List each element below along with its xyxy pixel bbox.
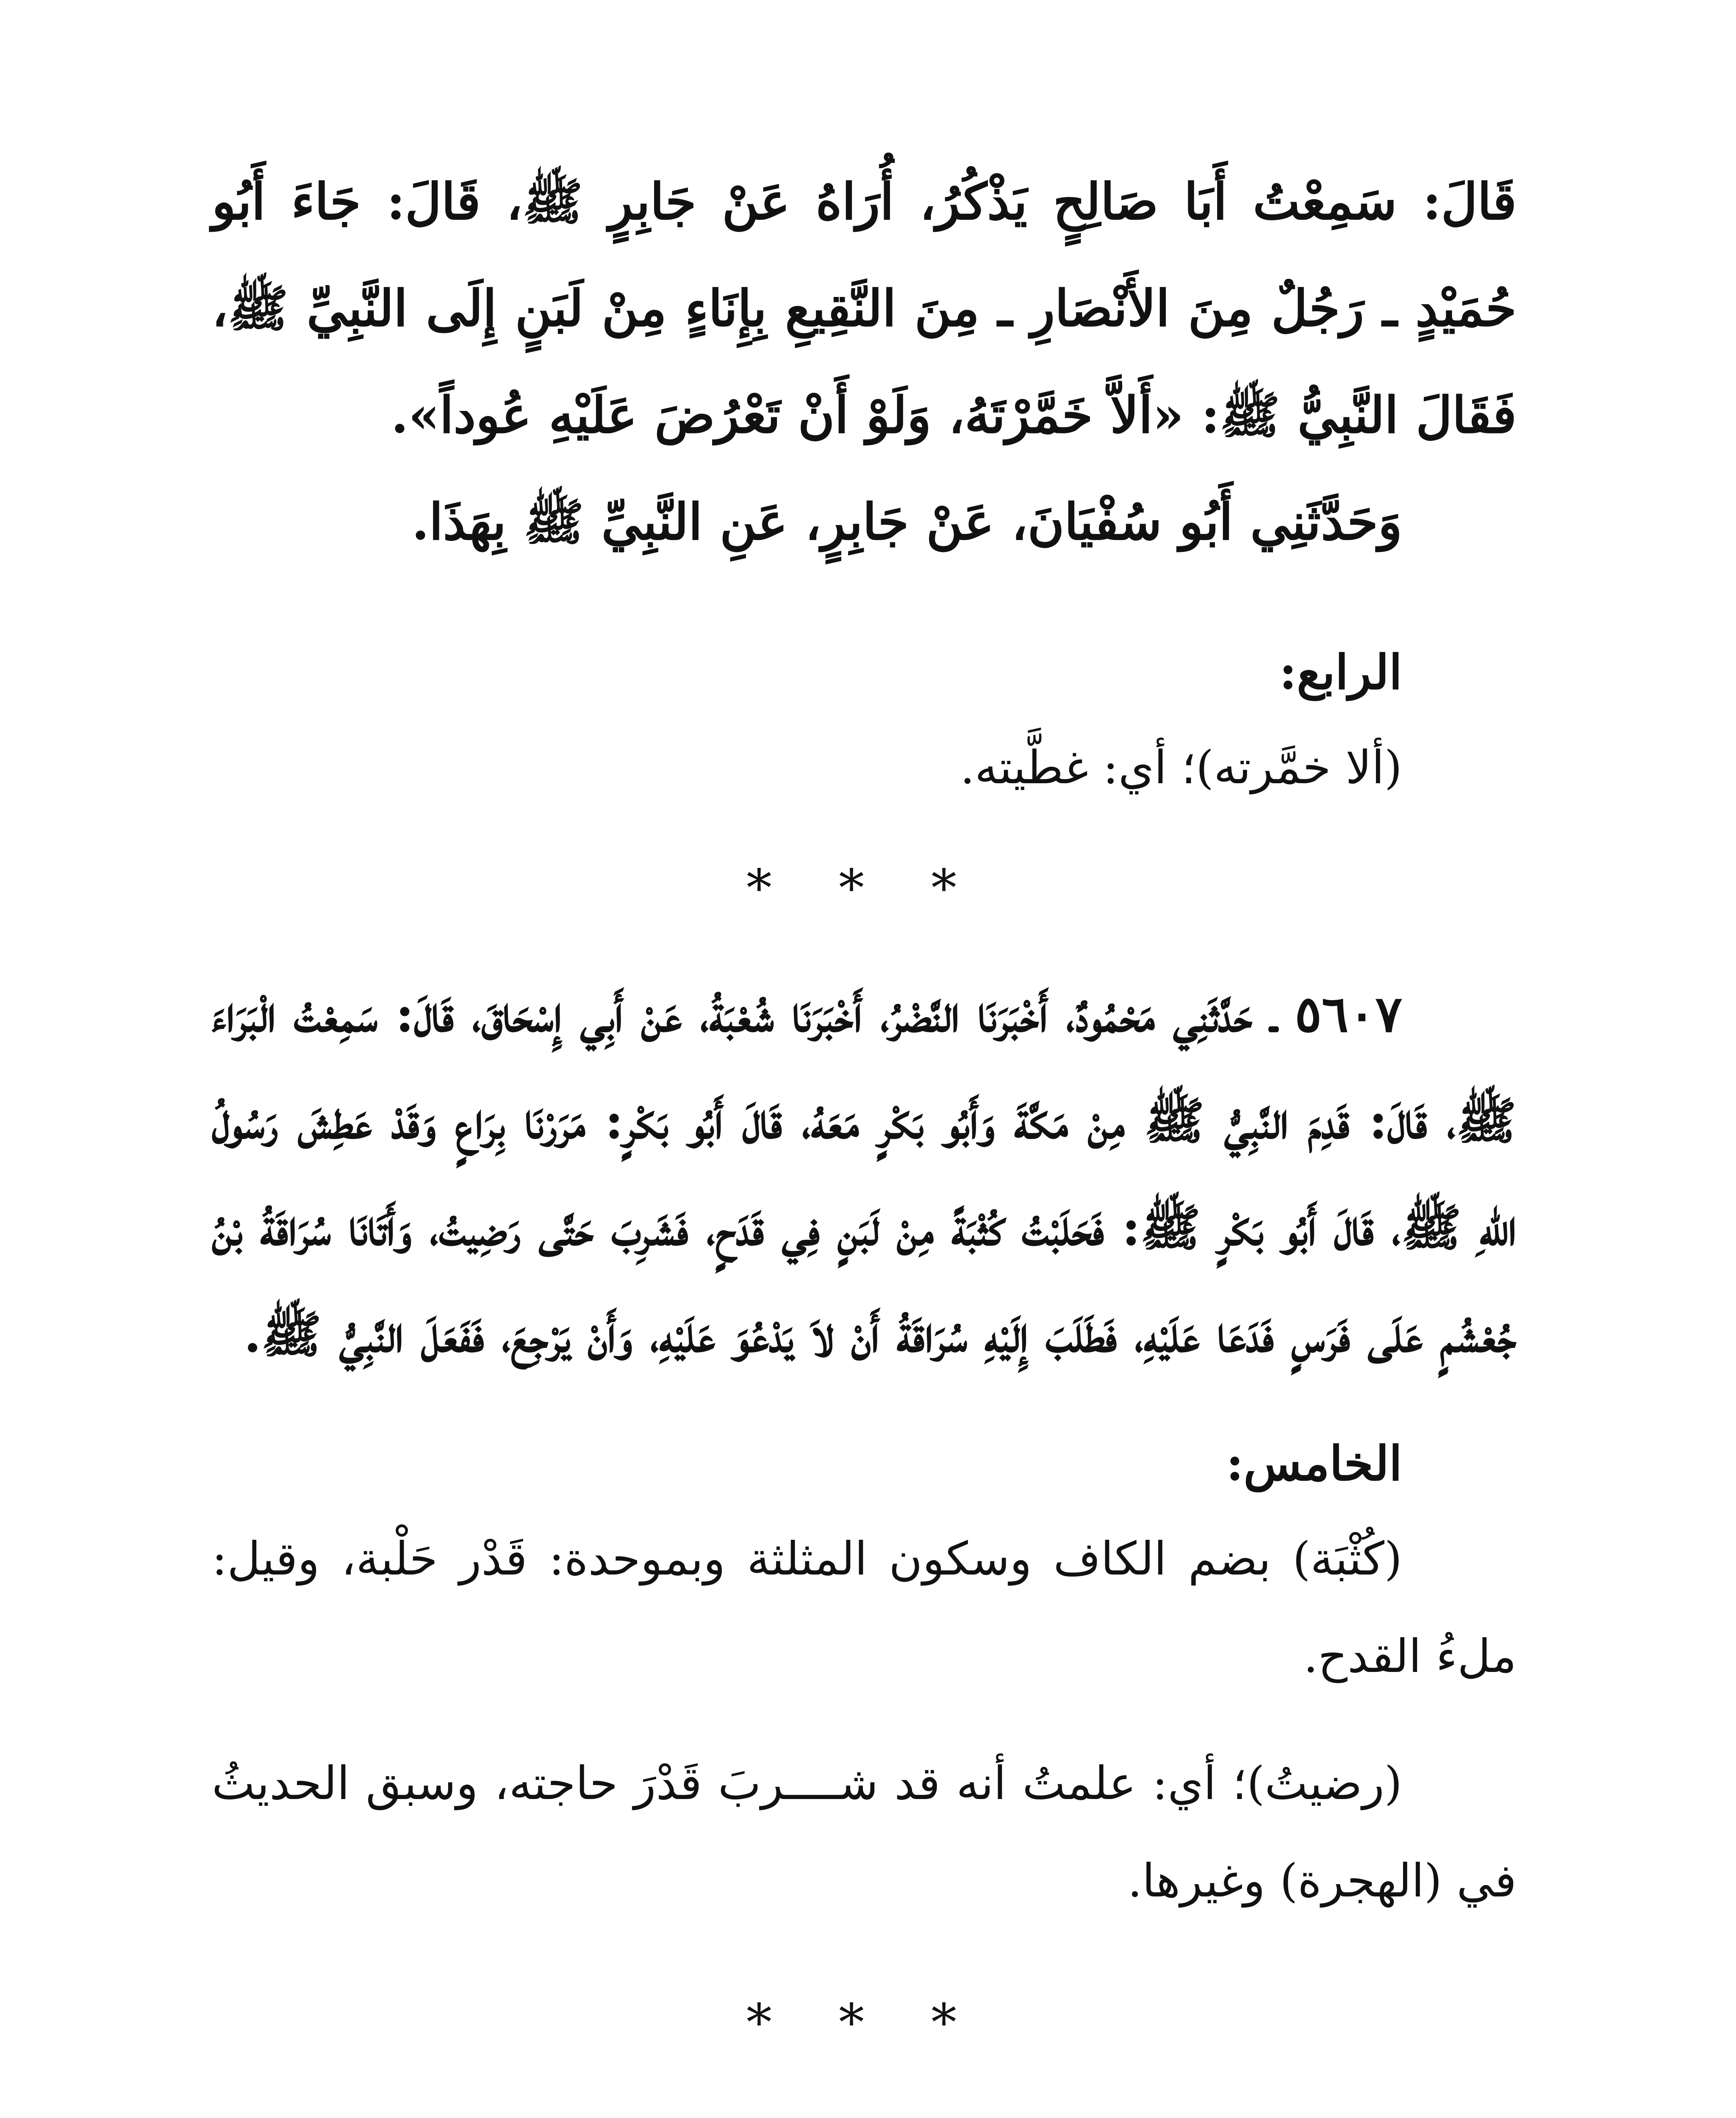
spacer [212, 575, 1517, 626]
hadith-5607-text: ٥٦٠٧ ـ حَدَّثَنِي مَحْمُودٌ، أَخْبَرَنَا النَّضْرُ، أَخْبَرَنَا شُعْبَةُ، عَنْ أَبِي إِسْحَاقَ، قَالَ: سَمِعْتُ الْبَرَاءَ ﷺ، قَالَ: قَدِمَ النَّبِيُّ ﷺ مِنْ مَكَّةَ وَأَبُو بَكْرٍ مَعَهُ، قَالَ أَبُو بَكْرٍ: مَرَرْنَا بِرَاعٍ وَقَدْ عَطِشَ رَسُولُ اللهِ ﷺ، قَالَ أَبُو بَكْرٍ ﷺ: فَحَلَبْتُ كُثْبَةً مِنْ لَبَنٍ فِي قَدَحٍ، فَشَرِبَ حَتَّى رَضِيتُ، وَأَتَانَا سُرَاقَةُ بْنُ جُعْشُمٍ عَلَى فَرَسٍ فَدَعَا عَلَيْهِ، فَطَلَبَ إِلَيْهِ سُرَاقَةُ أَنْ لاَ يَدْعُوَ عَلَيْهِ، وَأَنْ يَرْجِعَ، فَفَعَلَ النَّبِيُّ ﷺ. [212, 984, 1517, 1364]
commentary-5-note-2: (رضيتُ)؛ أي: علمتُ أنه قد شــــربَ قَدْرَ حاجته، وسبق الحديثُ في (الهجرة) وغيرها. [212, 1757, 1517, 1907]
commentary-4-note: (ألا خمَّرته)؛ أي: غطَّيته. [960, 741, 1402, 794]
hadith-5606-chain: وَحَدَّثَنِي أَبُو سُفْيَانَ، عَنْ جَابِرٍ، عَنِ النَّبِيِّ ﷺ بِهَذَا. [411, 492, 1402, 551]
commentary-5-label: الخامس: [1226, 1436, 1402, 1491]
spacer [212, 1705, 1517, 1735]
commentary-5-note-1: (كُثْبَة) بضم الكاف وسكون المثلثة وبموحدة: قَدْر حَلْبة، وقيل: ملءُ القدح. [212, 1533, 1517, 1683]
hadith-5606-text: قَالَ: سَمِعْتُ أَبَا صَالِحٍ يَذْكُرُ، أُرَاهُ عَنْ جَابِرٍ ﷺ، قَالَ: جَاءَ أَبُو حُمَيْدٍ ـ رَجُلٌ مِنَ الأَنْصَارِ ـ مِنَ النَّقِيعِ بِإِنَاءٍ مِنْ لَبَنٍ إِلَى النَّبِيِّ ﷺ، فَقَالَ النَّبِيُّ ﷺ: «أَلاَّ خَمَّرْتَهُ، وَلَوْ أَنْ تَعْرُضَ عَلَيْهِ عُوداً». [212, 172, 1517, 444]
spacer [212, 1930, 1517, 1981]
section-separator: * * * [746, 859, 982, 918]
spacer [212, 1388, 1517, 1417]
page-body [212, 148, 1517, 2118]
spacer [212, 931, 1517, 961]
spacer [212, 817, 1517, 846]
commentary-4-label: الرابع: [1279, 645, 1402, 700]
section-separator: * * * [746, 1993, 982, 2052]
